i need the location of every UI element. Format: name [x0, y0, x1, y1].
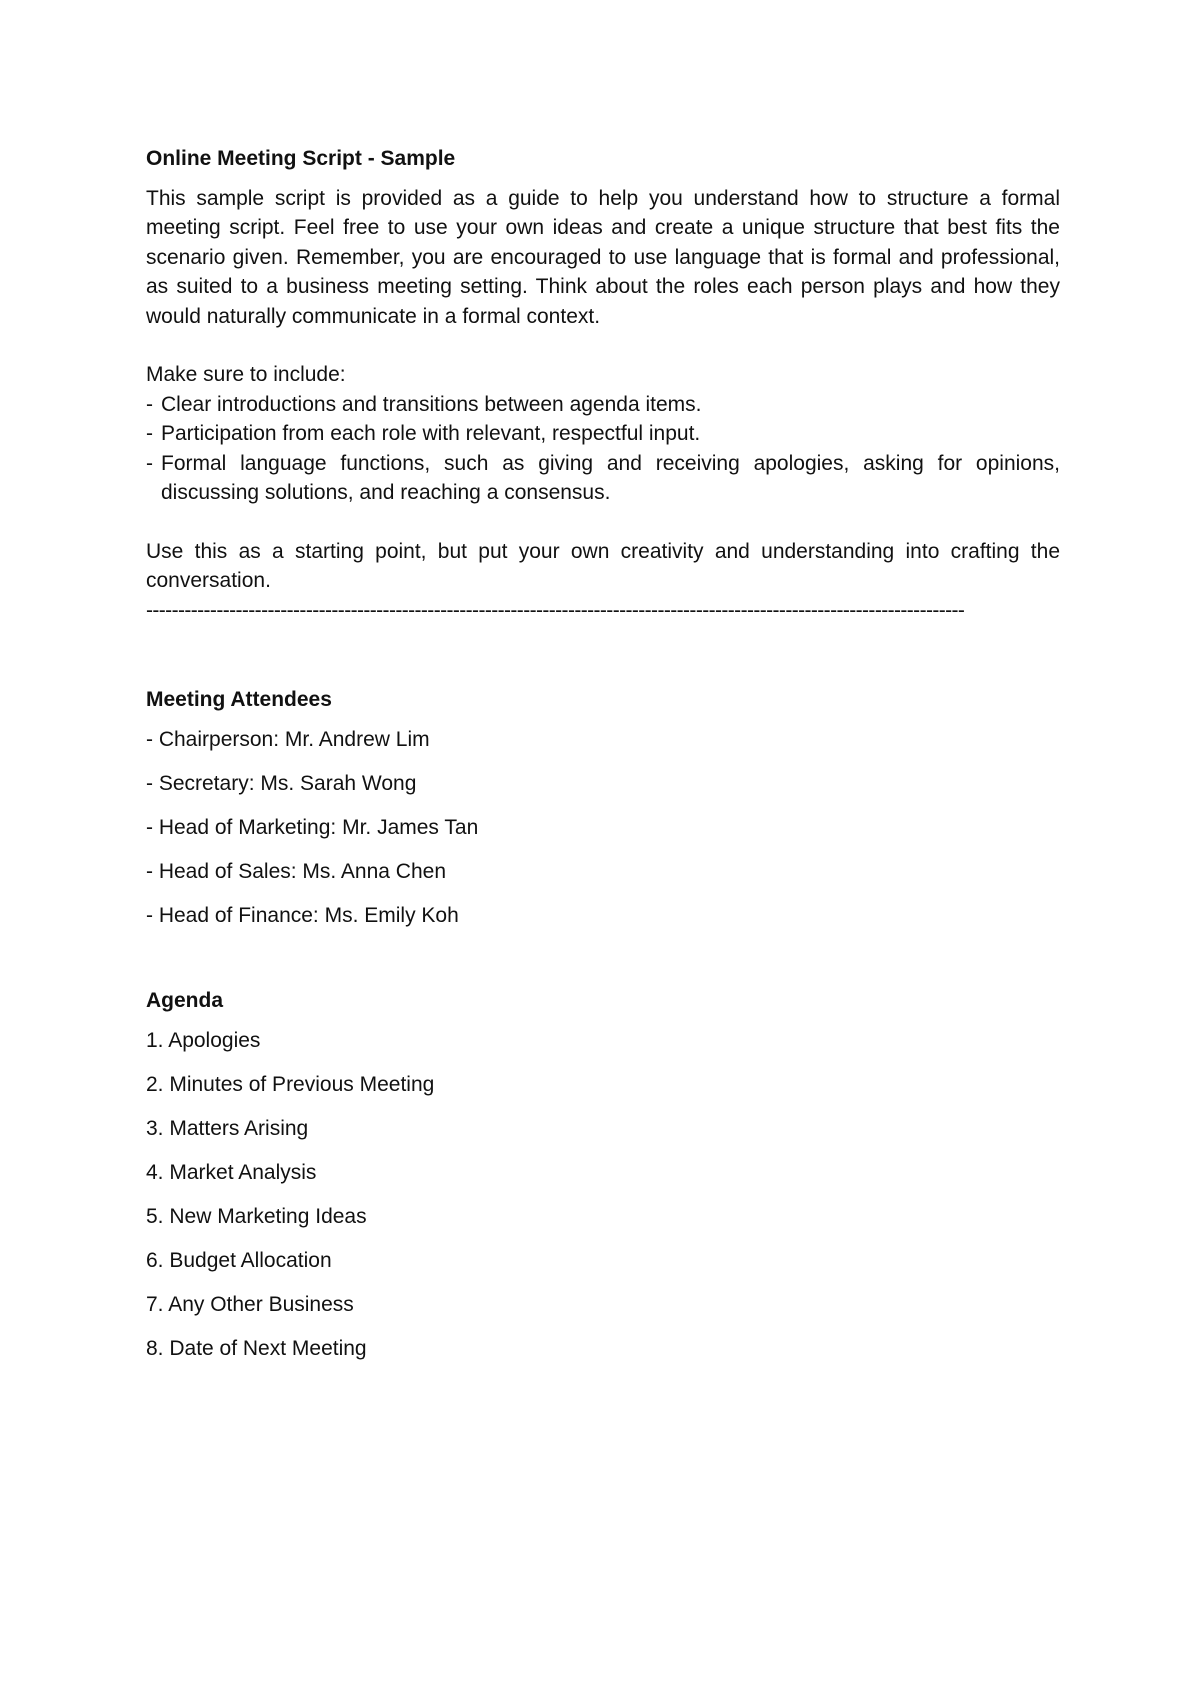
spacer	[146, 508, 1060, 537]
agenda-item: 6. Budget Allocation	[146, 1248, 332, 1272]
include-item-text: Participation from each role with relevant, respectful input.	[161, 422, 701, 445]
document-page	[146, 144, 1060, 1378]
bullet-marker: -	[146, 422, 153, 445]
agenda-item: 7. Any Other Business	[146, 1292, 354, 1316]
include-block	[146, 360, 1060, 508]
bullet-marker: -	[146, 392, 153, 416]
agenda-list	[146, 1026, 1060, 1364]
spacer	[146, 331, 1060, 360]
include-item-text: Clear introductions and transitions between agenda items.	[161, 392, 702, 416]
attendees-heading: Meeting Attendees	[146, 688, 332, 711]
include-item	[146, 449, 1060, 508]
bullet-marker: -	[146, 451, 153, 475]
document-title: Online Meeting Script - Sample	[146, 147, 456, 170]
attendees-list	[146, 725, 1060, 931]
agenda-item: 8. Date of Next Meeting	[146, 1336, 367, 1360]
attendee-item: - Head of Finance: Ms. Emily Koh	[146, 903, 459, 927]
agenda-item: 2. Minutes of Previous Meeting	[146, 1072, 435, 1096]
attendee-item: - Head of Marketing: Mr. James Tan	[146, 815, 479, 839]
attendee-item: - Chairperson: Mr. Andrew Lim	[146, 727, 430, 751]
agenda-item: 1. Apologies	[146, 1028, 261, 1052]
include-item-text: Formal language functions, such as giving and receiving apologies, asking for opinions, discussing solutions, and reaching a consensus.	[161, 451, 1060, 504]
attendee-item: - Head of Sales: Ms. Anna Chen	[146, 859, 446, 883]
include-item	[146, 419, 1060, 449]
closing-paragraph: Use this as a starting point, but put your own creativity and understanding into crafting the conversation.	[146, 539, 1060, 592]
include-item	[146, 390, 1060, 420]
agenda-item: 4. Market Analysis	[146, 1160, 317, 1184]
agenda-heading: Agenda	[146, 989, 224, 1012]
agenda-item: 5. New Marketing Ideas	[146, 1204, 367, 1228]
attendee-item: - Secretary: Ms. Sarah Wong	[146, 771, 417, 795]
agenda-item: 3. Matters Arising	[146, 1116, 309, 1140]
include-heading: Make sure to include:	[146, 363, 346, 386]
intro-paragraph: This sample script is provided as a guide to help you understand how to structure a formal meeting script. Feel free to use your own ideas and create a unique structure that best fits the scenario given. Remember, you are encouraged to use language that is formal and professional, as suited to a business meeting setting. Think about the roles each person plays and how they would naturally communicate in a formal context.	[146, 186, 1060, 328]
divider-line: --------------------------------------------------------------------------------------------------------------------------------	[146, 598, 965, 622]
